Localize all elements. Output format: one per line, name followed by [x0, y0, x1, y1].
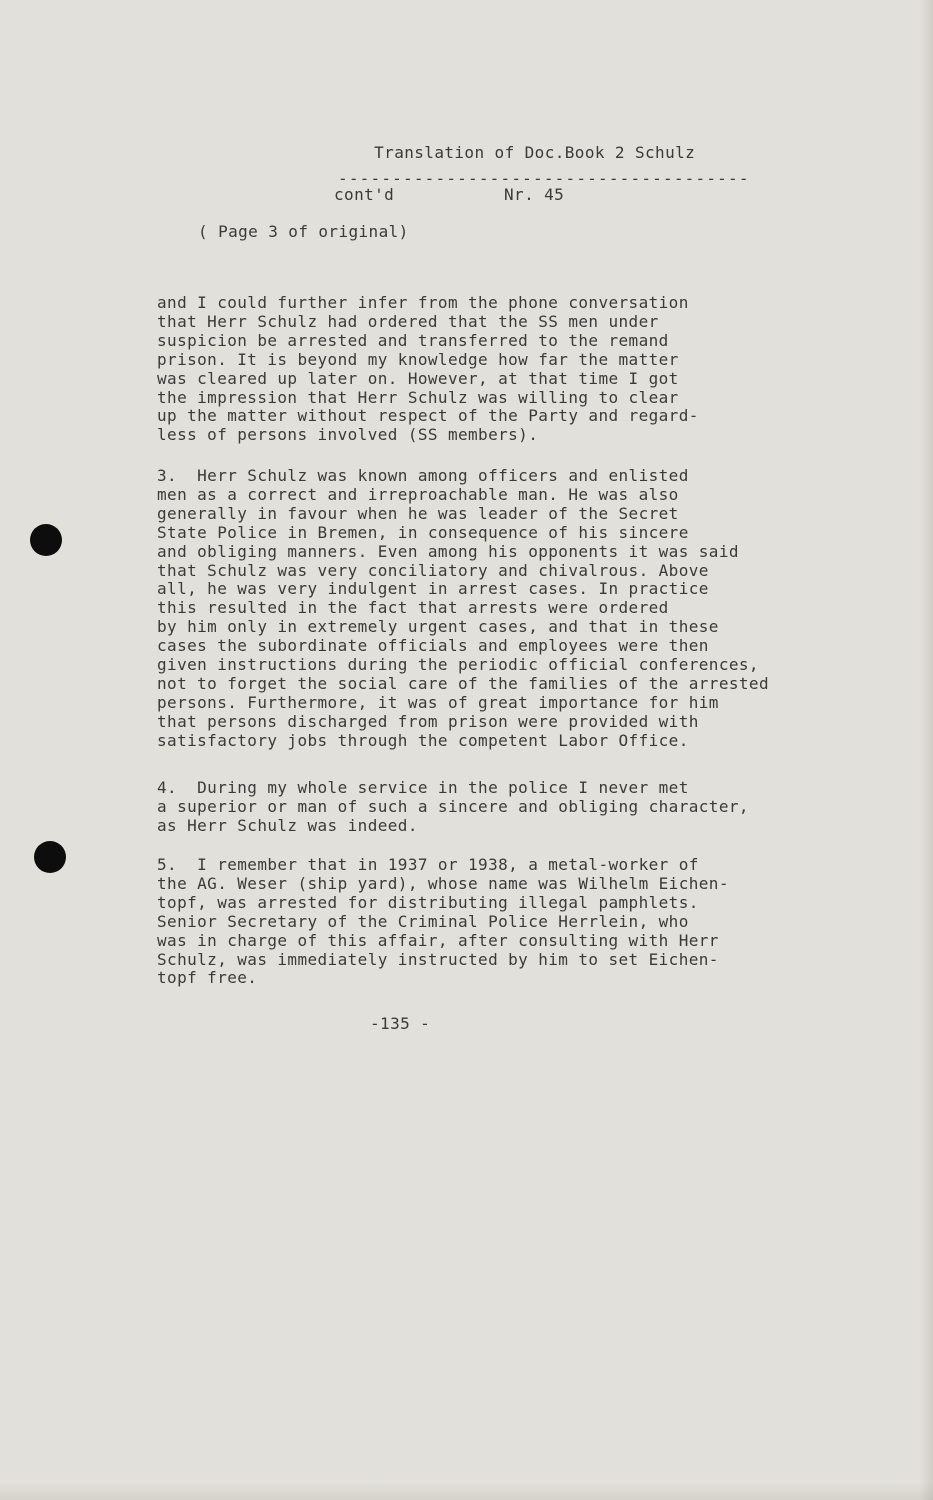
page-of-original-note: ( Page 3 of original): [198, 222, 409, 241]
paragraph-continuation: and I could further infer from the phone conversation that Herr Schulz had ordered that the SS men under suspicion be arrested and transferred to the remand prison. It is beyond my knowledge how far the matter was cleared up later on. However, at that time I got the impression that Herr Schulz was willing to clear up the matter without respect of the Party and regard- less of persons involved (SS members).: [157, 293, 699, 445]
page-number: -135 -: [370, 1014, 431, 1033]
header-rule: --------------------------------------: [338, 169, 750, 188]
header-number: Nr. 45: [504, 185, 565, 204]
punch-hole-bottom: [34, 841, 66, 873]
header-title: Translation of Doc.Book 2 Schulz: [374, 143, 696, 162]
paragraph-3: 3. Herr Schulz was known among officers and enlisted men as a correct and irreproachable man. He was also generally in favour when he was leader of the Secret State Police in Bremen, in consequence of his sincere and obliging manners. Even among his opponents it was said that Schulz was very conciliatory and chivalrous. Above all, he was very indulgent in arrest cases. In practice this resulted in the fact that arrests were ordered by him only in extremely urgent cases, and that in these cases the subordinate officials and employees were then given instructions during the periodic official conferences, not to forget the social care of the families of the arrested persons. Furthermore, it was of great importance for him that persons discharged from prison were provided with satisfactory jobs through the competent Labor Office.: [157, 466, 770, 750]
paragraph-4: 4. During my whole service in the police I never met a superior or man of such a sincere and obliging character, as Herr Schulz was indeed.: [157, 778, 749, 835]
header-cont: cont'd: [334, 185, 395, 204]
page-bottom-shadow: [0, 1482, 933, 1500]
punch-hole-top: [30, 524, 62, 556]
paragraph-5: 5. I remember that in 1937 or 1938, a metal-worker of the AG. Weser (ship yard), whose name was Wilhelm Eichen- topf, was arrested for distributing illegal pamphlets. Senior Secretary of the Criminal Police Herrlein, who was in charge of this affair, after consulting with Herr Schulz, was immediately instructed by him to set Eichen- topf free.: [157, 855, 729, 988]
page-edge-shadow: [919, 0, 933, 1500]
